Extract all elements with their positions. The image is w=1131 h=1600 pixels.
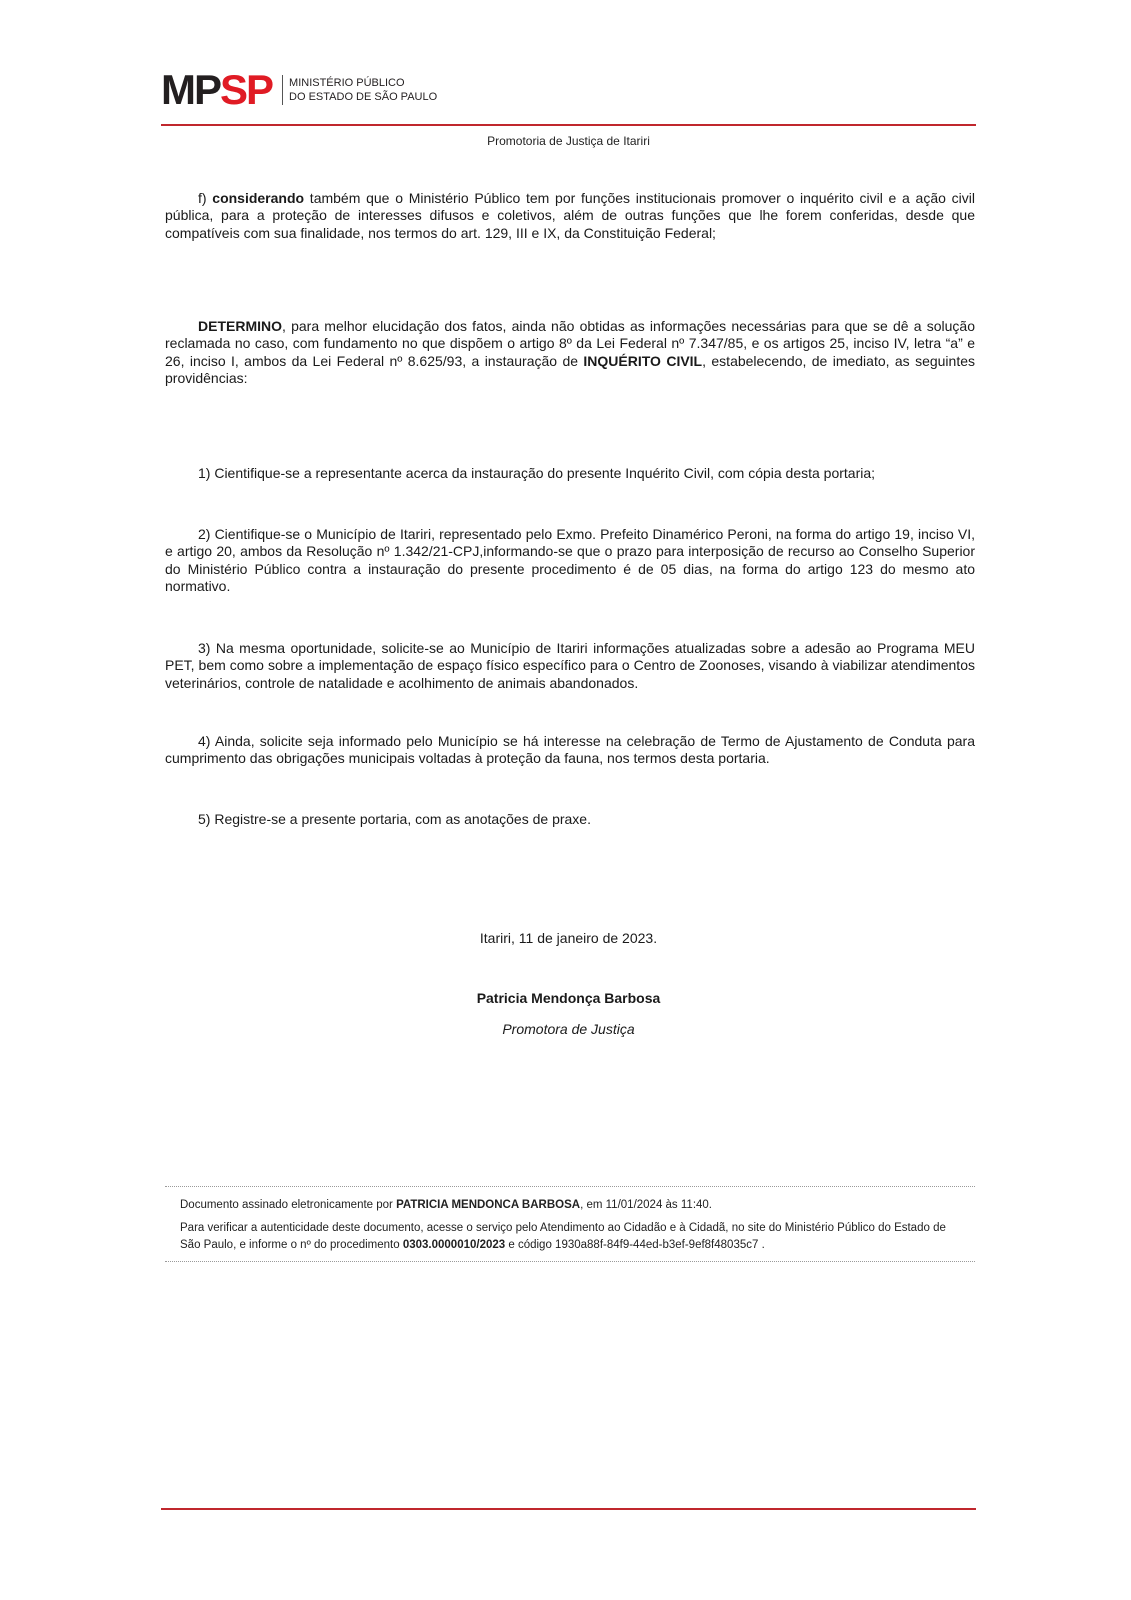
mpsp-logo (161, 66, 438, 113)
item-1 (165, 465, 975, 482)
verification-end: . (758, 1239, 765, 1251)
item-2-text: 2) Cientifique-se o Município de Itariri, representado pelo Exmo. Prefeito Dinamérico Peroni, na forma do artigo 19, inciso VI, e artigo 20, ambos da Resolução nº 1.342/21-CPJ,informando-se que o prazo para interposição de recurso ao Conselho Superior do Ministério Público contra a instauração do presente procedimento é de 05 dias, na forma do artigo 123 do mesmo ato normativo. (165, 526, 975, 595)
inquerito-civil-keyword: INQUÉRITO CIVIL (583, 352, 703, 369)
signer-name: Patricia Mendonça Barbosa (476, 990, 661, 1006)
item-1-text: 1) Cientifique-se a representante acerca da instauração do presente Inquérito Civil, com cópia desta portaria; (198, 465, 876, 481)
determino-keyword: DETERMINO (198, 318, 282, 334)
paragraph-f-text: também que o Ministério Público tem por funções institucionais promover o inquérito civil e a ação civil pública, para a proteção de interesses difusos e coletivos, além de outras funções que lhe forem conferidas, desde que compatíveis com sua finalidade, nos termos do art. 129, III e IX, da Constituição Federal; (165, 190, 975, 241)
paragraph-f-keyword: considerando (212, 190, 305, 206)
logo-mp-text: MP (161, 66, 220, 113)
page-subtitle: Promotoria de Justiça de Itariri (487, 134, 650, 148)
procedure-number: 0303.0000010/2023 (402, 1239, 506, 1251)
item-4 (165, 733, 975, 768)
verification-mid: e código (505, 1239, 556, 1251)
verification-prefix: Para verificar a autenticidade deste documento, acesse o serviço pelo Atendimento ao Cidadão e à Cidadã, no site do Ministério Público do Estado de São Paulo, e informe o nº do procedimento (180, 1222, 946, 1251)
item-4-text: 4) Ainda, solicite seja informado pelo Município se há interesse na celebração de Termo de Ajustamento de Conduta para cumprimento das obrigações municipais voltadas à proteção da fauna, nos termos desta portaria. (165, 733, 975, 767)
signature-suffix: , em 11/01/2024 às 11:40. (580, 1199, 712, 1211)
logo-institution-name (289, 76, 437, 104)
verification-statement (180, 1220, 960, 1254)
logo-line-2: DO ESTADO DE SÃO PAULO (289, 91, 438, 103)
item-2 (165, 526, 975, 596)
logo-sp-text: SP (220, 66, 273, 113)
electronic-signature-box (165, 1186, 975, 1262)
verification-code: 1930a88f-84f9-44ed-b3ef-9ef8f48035c7 (555, 1239, 759, 1251)
determino-text-end: , estabelecendo, de imediato, as seguintes providências: (165, 352, 975, 387)
item-3-text: 3) Na mesma oportunidade, solicite-se ao Município de Itariri informações atualizadas sobre a adesão ao Programa MEU PET, bem como sobre a implementação de espaço físico específico para o Centro de Zoonoses, visando à viabilizar atendimentos veterinários, controle de natalidade e acolhimento de animais abandonados. (165, 640, 975, 691)
item-3 (165, 640, 975, 692)
header-rule (161, 124, 976, 126)
item-5 (165, 811, 975, 828)
footer-rule (161, 1508, 976, 1510)
signature-statement (180, 1197, 960, 1214)
determino-text: , para melhor elucidação dos fatos, ainda não obtidas as informações necessárias para que se dê a solução reclamada no caso, com fundamento no que dispõem o artigo 8º da Lei Federal nº 7.347/85, e os artigos 25, inciso IV, letra “a” e 26, inciso I, ambos da Lei Federal nº 8.625/93, a instauração de (165, 318, 975, 369)
paragraph-f-prefix: f) (198, 190, 213, 206)
signature-signer: PATRICIA MENDONCA BARBOSA (396, 1199, 581, 1211)
logo-line-1: MINISTÉRIO PÚBLICO (289, 77, 405, 89)
signature-prefix: Documento assinado eletronicamente por (180, 1199, 397, 1211)
signer-role: Promotora de Justiça (502, 1021, 635, 1037)
paragraph-f (165, 190, 975, 242)
place-date: Itariri, 11 de janeiro de 2023. (479, 930, 658, 946)
logo-divider (282, 75, 283, 105)
item-5-text: 5) Registre-se a presente portaria, com as anotações de praxe. (198, 811, 591, 827)
paragraph-determino (165, 318, 975, 388)
